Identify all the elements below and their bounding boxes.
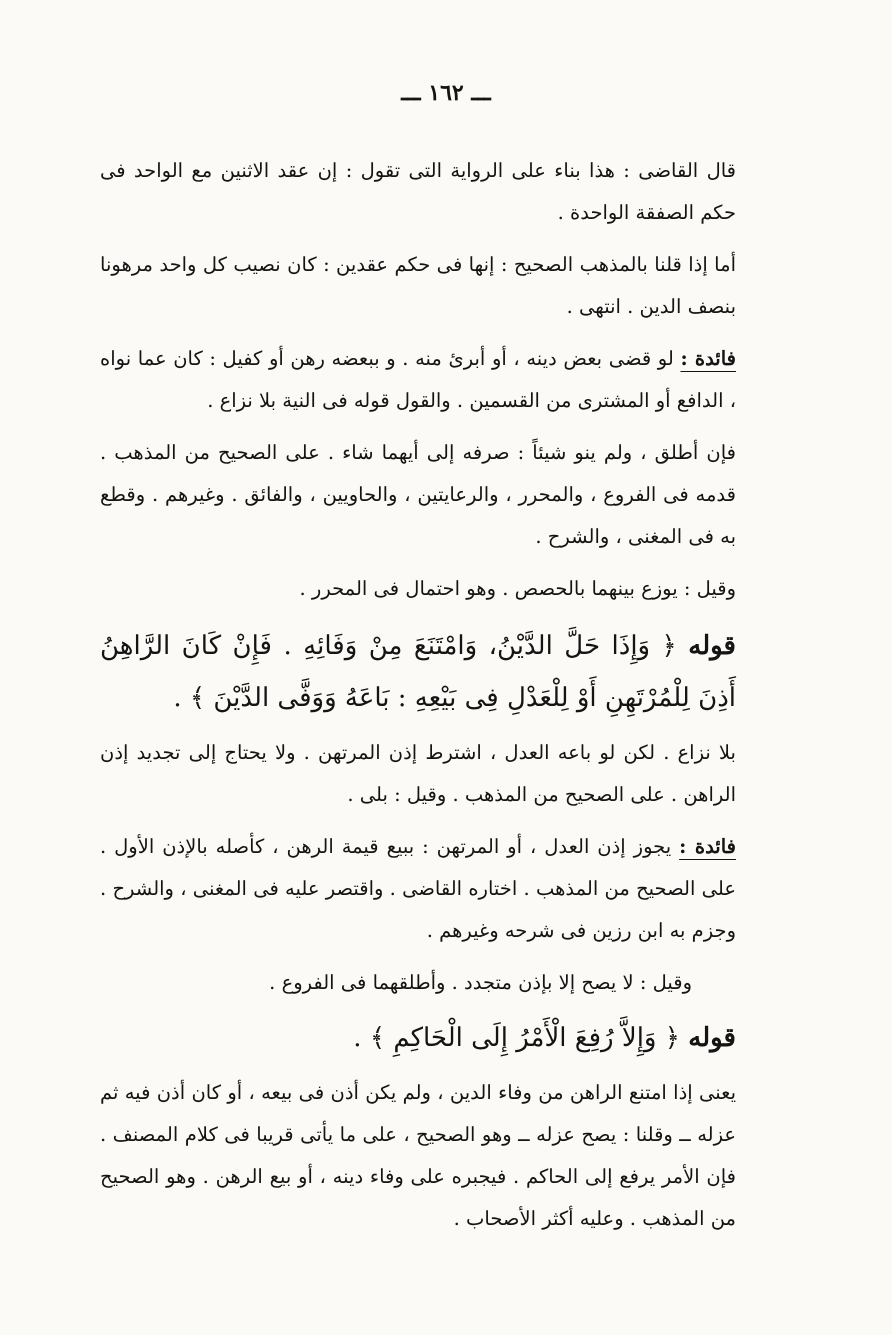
quoted-text-paragraph [100,620,758,724]
paragraph-text: يجوز إذن العدل ، أو المرتهن : ببيع قيمة الرهن ، كأصله بالإذن الأول . على الصحيح من المذهب . اختاره القاضى . واقتصر عليه فى المغنى ، والشرح . وجزم به ابن رزين فى شرحه وغيرهم . [100,835,736,942]
paragraph [100,244,758,328]
paragraph-text: بلا نزاع . لكن لو باعه العدل ، اشترط إذن المرتهن . ولا يحتاج إلى تجديد إذن الراهن . على الصحيح من المذهب . وقيل : بلى . [100,741,736,806]
quoted-text: ﴿ وَإِذَا حَلَّ الدَّيْنُ، وَامْتَنَعَ مِنْ وَفَائِهِ . فَإِنْ كَانَ الرَّاهِنُ أَذِنَ لِلْمُرْتَهِنِ أَوْ لِلْعَدْلِ فِى بَيْعِهِ : بَاعَهُ وَوَفَّى الدَّيْنَ ﴾ . [100,631,736,713]
paragraph [100,150,758,234]
note-label: فائدة : [679,835,736,858]
paragraph-text: قال القاضى : هذا بناء على الرواية التى تقول : إن عقد الاثنين مع الواحد فى حكم الصفقة الواحدة . [100,159,736,224]
paragraph-text: يعنى إذا امتنع الراهن من وفاء الدين ، ولم يكن أذن فى بيعه ، أو كان أذن فيه ثم عزله ــ وقلنا : يصح عزله ــ وهو الصحيح ، على ما يأتى قريبا فى كلام المصنف . فإن الأمر يرفع إلى الحاكم . فيجبره على وفاء دينه ، أو بيع الرهن . وهو الصحيح من المذهب . وعليه أكثر الأصحاب . [100,1081,736,1230]
paragraph [100,432,758,558]
page-body [100,150,758,1250]
paragraph [100,732,758,816]
paragraph-text: أما إذا قلنا بالمذهب الصحيح : إنها فى حكم عقدين : كان نصيب كل واحد مرهونا بنصف الدين . انتهى . [100,253,736,318]
quoted-text: ﴿ وَإِلاَّ رُفِعَ الْأَمْرُ إِلَى الْحَاكِمِ ﴾ . [353,1023,680,1053]
paragraph [100,568,758,610]
note-paragraph [100,826,758,952]
page-number: ـــ ١٦٢ ـــ [401,80,491,106]
paragraph [100,962,758,1004]
paragraph-text: فإن أطلق ، ولم ينو شيئاً : صرفه إلى أيهما شاء . على الصحيح من المذهب . قدمه فى الفروع ، والمحرر ، والرعايتين ، والحاويين ، والفائق . وغيرهم . وقطع به فى المغنى ، والشرح . [100,441,736,548]
note-label: فائدة : [680,347,736,370]
quoted-text-paragraph [100,1012,758,1064]
note-paragraph [100,338,758,422]
quote-label: قوله [688,1023,736,1053]
paragraph-text: لو قضى بعض دينه ، أو أبرئ منه . و ببعضه رهن أو كفيل : كان عما نواه ، الدافع أو المشترى من القسمين . والقول قوله فى النية بلا نزاع . [100,347,736,412]
paragraph-text: وقيل : لا يصح إلا بإذن متجدد . وأطلقهما فى الفروع . [269,971,692,994]
quote-label: قوله [688,631,736,661]
paragraph [100,1072,758,1240]
paragraph-text: وقيل : يوزع بينهما بالحصص . وهو احتمال فى المحرر . [299,577,736,600]
